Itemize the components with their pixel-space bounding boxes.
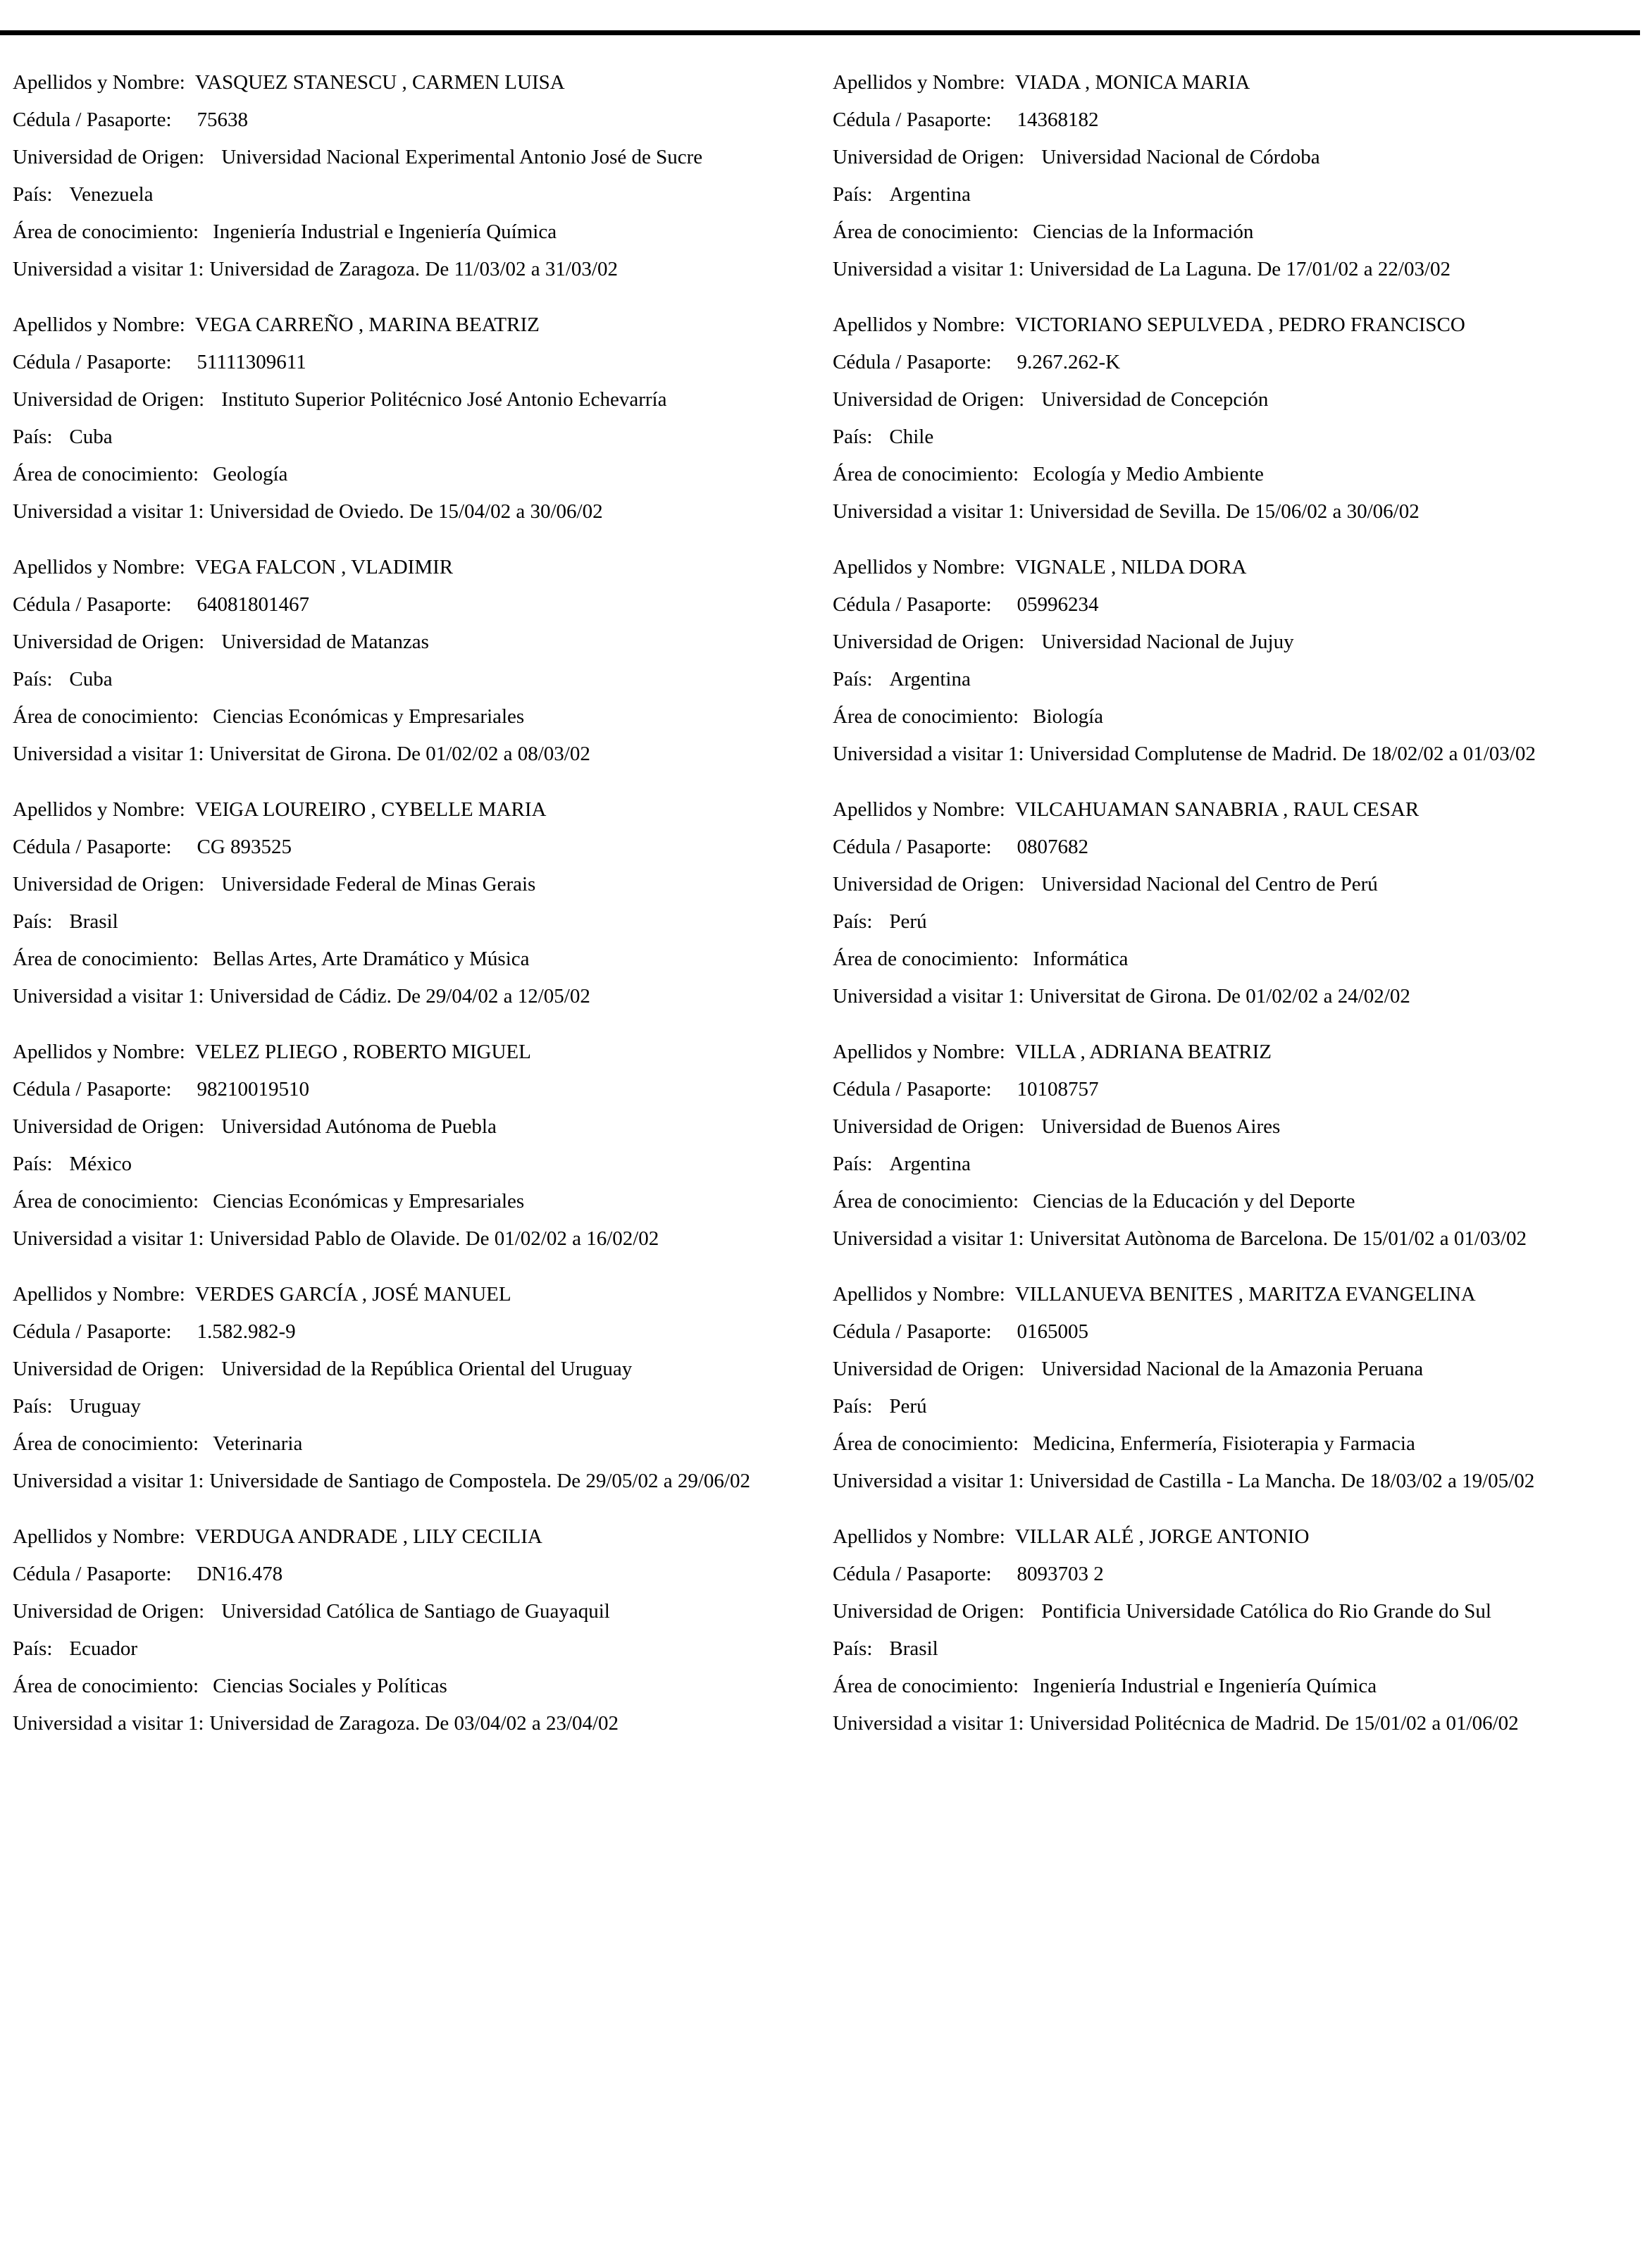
cedula-value: 0165005: [1017, 1320, 1089, 1343]
nombre-value: VEGA CARREÑO , MARINA BEATRIZ: [194, 314, 540, 336]
origen-label: Universidad de Origen:: [13, 1115, 205, 1138]
cedula-label: Cédula / Pasaporte:: [13, 351, 172, 373]
cedula-line: [833, 1562, 1643, 1586]
cedula-label: Cédula / Pasaporte:: [833, 593, 992, 616]
area-value: Ciencias de la Información: [1033, 221, 1254, 243]
area-label: Área de conocimiento:: [833, 1432, 1019, 1455]
area-label: Área de conocimiento:: [13, 221, 199, 243]
visita-value: Universidad de Cádiz. De 29/04/02 a 12/05/02: [209, 985, 590, 1008]
origen-line: [833, 1115, 1643, 1139]
nombre-line: [13, 1040, 809, 1064]
visita-line: [13, 1469, 809, 1493]
area-value: Medicina, Enfermería, Fisioterapia y Farmacia: [1033, 1432, 1415, 1455]
origen-value: Universidad de Concepción: [1041, 388, 1269, 411]
visita-label: Universidad a visitar 1:: [833, 1227, 1024, 1250]
pais-label: País:: [833, 910, 873, 933]
cedula-label: Cédula / Pasaporte:: [13, 593, 172, 616]
pais-line: [833, 1394, 1643, 1418]
area-label: Área de conocimiento:: [13, 948, 199, 970]
pais-value: Uruguay: [69, 1395, 141, 1418]
area-line: [13, 1189, 809, 1213]
pais-line: [13, 667, 809, 691]
cedula-value: 64081801467: [197, 593, 310, 616]
scholar-record: [833, 1525, 1643, 1735]
area-line: [833, 1189, 1643, 1213]
nombre-line: [833, 798, 1643, 822]
area-line: [13, 1432, 809, 1456]
visita-line: [13, 257, 809, 281]
pais-label: País:: [833, 1637, 873, 1660]
cedula-label: Cédula / Pasaporte:: [833, 1078, 992, 1101]
visita-label: Universidad a visitar 1:: [13, 500, 204, 523]
pais-value: Argentina: [889, 183, 971, 206]
area-label: Área de conocimiento:: [833, 221, 1019, 243]
cedula-value: 1.582.982-9: [197, 1320, 296, 1343]
visita-label: Universidad a visitar 1:: [833, 985, 1024, 1008]
visita-value: Universitat de Girona. De 01/02/02 a 24/02/02: [1029, 985, 1410, 1008]
area-line: [833, 220, 1643, 244]
cedula-value: 14368182: [1017, 109, 1099, 131]
cedula-value: 10108757: [1017, 1078, 1099, 1101]
scholar-record: [13, 1282, 809, 1493]
cedula-label: Cédula / Pasaporte:: [833, 109, 992, 131]
scholar-record: [13, 313, 809, 523]
nombre-label: Apellidos y Nombre:: [13, 71, 185, 94]
origen-value: Universidad Autónoma de Puebla: [221, 1115, 497, 1138]
origen-label: Universidad de Origen:: [833, 388, 1025, 411]
nombre-line: [833, 1525, 1643, 1549]
visita-value: Universidad de Sevilla. De 15/06/02 a 30/06/02: [1029, 500, 1420, 523]
scholar-record: [13, 1040, 809, 1251]
cedula-value: 51111309611: [197, 351, 306, 373]
pais-value: Chile: [889, 426, 934, 448]
area-value: Biología: [1033, 705, 1104, 728]
origen-line: [833, 1599, 1643, 1623]
origen-label: Universidad de Origen:: [833, 1115, 1025, 1138]
area-label: Área de conocimiento:: [13, 1675, 199, 1697]
area-label: Área de conocimiento:: [833, 948, 1019, 970]
pais-value: Argentina: [889, 668, 971, 690]
pais-line: [833, 1637, 1643, 1661]
visita-label: Universidad a visitar 1:: [13, 743, 204, 765]
cedula-value: 8093703 2: [1017, 1563, 1104, 1585]
visita-label: Universidad a visitar 1:: [833, 743, 1024, 765]
visita-line: [13, 500, 809, 523]
nombre-value: VERDES GARCÍA , JOSÉ MANUEL: [194, 1283, 511, 1306]
nombre-line: [833, 555, 1643, 579]
cedula-value: 05996234: [1017, 593, 1099, 616]
pais-value: Brasil: [69, 910, 118, 933]
pais-label: País:: [13, 910, 53, 933]
area-label: Área de conocimiento:: [833, 1190, 1019, 1213]
origen-value: Universidad de Buenos Aires: [1041, 1115, 1281, 1138]
nombre-label: Apellidos y Nombre:: [13, 1525, 185, 1548]
area-label: Área de conocimiento:: [13, 1432, 199, 1455]
cedula-line: [833, 835, 1643, 859]
pais-line: [833, 1152, 1643, 1176]
cedula-label: Cédula / Pasaporte:: [833, 1563, 992, 1585]
origen-value: Instituto Superior Politécnico José Antonio Echevarría: [221, 388, 667, 411]
origen-label: Universidad de Origen:: [833, 1358, 1025, 1380]
nombre-line: [833, 1040, 1643, 1064]
nombre-label: Apellidos y Nombre:: [13, 798, 185, 821]
nombre-line: [13, 1525, 809, 1549]
pais-label: País:: [833, 1153, 873, 1175]
cedula-line: [13, 835, 809, 859]
nombre-label: Apellidos y Nombre:: [833, 314, 1005, 336]
cedula-line: [13, 108, 809, 132]
cedula-line: [13, 1320, 809, 1344]
area-label: Área de conocimiento:: [833, 1675, 1019, 1697]
origen-label: Universidad de Origen:: [833, 631, 1025, 653]
area-value: Ecología y Medio Ambiente: [1033, 463, 1264, 485]
pais-line: [13, 425, 809, 449]
cedula-label: Cédula / Pasaporte:: [13, 1078, 172, 1101]
visita-line: [833, 257, 1643, 281]
nombre-value: VILLANUEVA BENITES , MARITZA EVANGELINA: [1014, 1283, 1476, 1306]
origen-value: Universidad de la República Oriental del Uruguay: [221, 1358, 633, 1380]
visita-value: Universidade de Santiago de Compostela. De 29/05/02 a 29/06/02: [209, 1470, 750, 1492]
pais-label: País:: [833, 1395, 873, 1418]
cedula-line: [833, 1077, 1643, 1101]
scholar-record: [833, 70, 1643, 281]
origen-line: [13, 872, 809, 896]
top-rule: [0, 30, 1640, 35]
cedula-value: 98210019510: [197, 1078, 310, 1101]
nombre-value: VILCAHUAMAN SANABRIA , RAUL CESAR: [1014, 798, 1420, 821]
area-line: [13, 462, 809, 486]
visita-value: Universitat Autònoma de Barcelona. De 15/01/02 a 01/03/02: [1029, 1227, 1527, 1250]
nombre-line: [13, 1282, 809, 1306]
nombre-line: [833, 313, 1643, 337]
pais-line: [833, 182, 1643, 206]
pais-line: [13, 1637, 809, 1661]
scholar-record: [833, 798, 1643, 1008]
cedula-label: Cédula / Pasaporte:: [13, 1563, 172, 1585]
origen-value: Universidad de Matanzas: [221, 631, 429, 653]
pais-value: Cuba: [69, 668, 113, 690]
nombre-value: VILLAR ALÉ , JORGE ANTONIO: [1014, 1525, 1310, 1548]
pais-line: [833, 425, 1643, 449]
visita-line: [13, 984, 809, 1008]
pais-label: País:: [833, 668, 873, 690]
origen-line: [833, 145, 1643, 169]
area-value: Ingeniería Industrial e Ingeniería Química: [1033, 1675, 1377, 1697]
origen-label: Universidad de Origen:: [13, 146, 205, 168]
area-label: Área de conocimiento:: [13, 1190, 199, 1213]
visita-label: Universidad a visitar 1:: [13, 1712, 204, 1735]
nombre-label: Apellidos y Nombre:: [13, 314, 185, 336]
origen-line: [13, 630, 809, 654]
pais-label: País:: [13, 668, 53, 690]
cedula-label: Cédula / Pasaporte:: [13, 836, 172, 858]
area-line: [833, 462, 1643, 486]
nombre-label: Apellidos y Nombre:: [833, 556, 1005, 578]
area-line: [13, 947, 809, 971]
visita-label: Universidad a visitar 1:: [13, 1227, 204, 1250]
area-value: Veterinaria: [213, 1432, 303, 1455]
cedula-value: CG 893525: [197, 836, 292, 858]
cedula-line: [13, 593, 809, 616]
pais-label: País:: [833, 183, 873, 206]
nombre-value: VIGNALE , NILDA DORA: [1014, 556, 1247, 578]
pais-line: [13, 182, 809, 206]
pais-value: Brasil: [889, 1637, 938, 1660]
nombre-line: [833, 70, 1643, 94]
visita-value: Universidad de Zaragoza. De 03/04/02 a 23/04/02: [209, 1712, 619, 1735]
pais-line: [13, 1152, 809, 1176]
origen-label: Universidad de Origen:: [13, 873, 205, 895]
cedula-line: [833, 350, 1643, 374]
visita-label: Universidad a visitar 1:: [13, 985, 204, 1008]
pais-line: [13, 1394, 809, 1418]
cedula-value: 0807682: [1017, 836, 1089, 858]
area-label: Área de conocimiento:: [13, 463, 199, 485]
nombre-label: Apellidos y Nombre:: [833, 1283, 1005, 1306]
cedula-label: Cédula / Pasaporte:: [13, 109, 172, 131]
nombre-label: Apellidos y Nombre:: [13, 1283, 185, 1306]
scholar-record: [833, 1040, 1643, 1251]
origen-value: Universidad Nacional de Jujuy: [1041, 631, 1294, 653]
pais-value: Argentina: [889, 1153, 971, 1175]
nombre-label: Apellidos y Nombre:: [833, 1041, 1005, 1063]
cedula-value: 75638: [197, 109, 249, 131]
visita-line: [833, 500, 1643, 523]
origen-line: [833, 1357, 1643, 1381]
area-label: Área de conocimiento:: [833, 463, 1019, 485]
scholar-record: [833, 313, 1643, 523]
nombre-value: VICTORIANO SEPULVEDA , PEDRO FRANCISCO: [1014, 314, 1465, 336]
cedula-value: 9.267.262-K: [1017, 351, 1121, 373]
cedula-line: [833, 1320, 1643, 1344]
origen-value: Universidad Nacional de Córdoba: [1041, 146, 1320, 168]
nombre-value: VILLA , ADRIANA BEATRIZ: [1014, 1041, 1272, 1063]
area-line: [13, 705, 809, 729]
origen-line: [13, 145, 809, 169]
left-column: [13, 70, 809, 1767]
nombre-line: [13, 313, 809, 337]
nombre-line: [13, 555, 809, 579]
visita-value: Universidad Pablo de Olavide. De 01/02/02 a 16/02/02: [209, 1227, 659, 1250]
nombre-label: Apellidos y Nombre:: [833, 1525, 1005, 1548]
scholar-record: [13, 1525, 809, 1735]
cedula-label: Cédula / Pasaporte:: [13, 1320, 172, 1343]
visita-line: [13, 742, 809, 766]
area-value: Ciencias Económicas y Empresariales: [213, 705, 525, 728]
nombre-label: Apellidos y Nombre:: [13, 556, 185, 578]
area-value: Geología: [213, 463, 288, 485]
origen-label: Universidad de Origen:: [833, 1600, 1025, 1623]
pais-value: Perú: [889, 1395, 927, 1418]
cedula-line: [13, 1562, 809, 1586]
scholar-record: [13, 798, 809, 1008]
origen-value: Universidad Católica de Santiago de Guayaquil: [221, 1600, 610, 1623]
nombre-value: VIADA , MONICA MARIA: [1014, 71, 1250, 94]
area-value: Ciencias Económicas y Empresariales: [213, 1190, 525, 1213]
area-line: [13, 1674, 809, 1698]
nombre-value: VASQUEZ STANESCU , CARMEN LUISA: [194, 71, 565, 94]
pais-value: Ecuador: [69, 1637, 138, 1660]
area-value: Ciencias Sociales y Políticas: [213, 1675, 447, 1697]
area-line: [833, 947, 1643, 971]
visita-label: Universidad a visitar 1:: [13, 258, 204, 280]
origen-value: Universidade Federal de Minas Gerais: [221, 873, 536, 895]
area-value: Informática: [1033, 948, 1129, 970]
pais-label: País:: [13, 1395, 53, 1418]
nombre-line: [833, 1282, 1643, 1306]
nombre-value: VEIGA LOUREIRO , CYBELLE MARIA: [194, 798, 547, 821]
nombre-label: Apellidos y Nombre:: [833, 71, 1005, 94]
cedula-label: Cédula / Pasaporte:: [833, 351, 992, 373]
origen-line: [833, 872, 1643, 896]
area-label: Área de conocimiento:: [13, 705, 199, 728]
nombre-value: VEGA FALCON , VLADIMIR: [194, 556, 454, 578]
pais-label: País:: [833, 426, 873, 448]
scholar-record: [833, 1282, 1643, 1493]
cedula-value: DN16.478: [197, 1563, 283, 1585]
origen-label: Universidad de Origen:: [13, 1358, 205, 1380]
area-line: [833, 1674, 1643, 1698]
origen-label: Universidad de Origen:: [13, 1600, 205, 1623]
pais-label: País:: [13, 183, 53, 206]
cedula-line: [833, 593, 1643, 616]
origen-label: Universidad de Origen:: [833, 873, 1025, 895]
pais-line: [833, 667, 1643, 691]
pais-value: Perú: [889, 910, 927, 933]
nombre-line: [13, 70, 809, 94]
origen-value: Universidad Nacional del Centro de Perú: [1041, 873, 1378, 895]
visita-value: Universidad de Zaragoza. De 11/03/02 a 31/03/02: [209, 258, 618, 280]
nombre-label: Apellidos y Nombre:: [833, 798, 1005, 821]
pais-line: [13, 910, 809, 934]
pais-label: País:: [13, 1153, 53, 1175]
visita-line: [833, 984, 1643, 1008]
pais-line: [833, 910, 1643, 934]
area-value: Ciencias de la Educación y del Deporte: [1033, 1190, 1355, 1213]
visita-value: Universitat de Girona. De 01/02/02 a 08/03/02: [209, 743, 590, 765]
visita-line: [13, 1227, 809, 1251]
visita-line: [833, 742, 1643, 766]
cedula-line: [13, 1077, 809, 1101]
origen-label: Universidad de Origen:: [13, 631, 205, 653]
pais-label: País:: [13, 426, 53, 448]
origen-line: [833, 630, 1643, 654]
pais-value: México: [69, 1153, 132, 1175]
right-column: [833, 70, 1643, 1767]
visita-line: [13, 1711, 809, 1735]
origen-label: Universidad de Origen:: [833, 146, 1025, 168]
visita-label: Universidad a visitar 1:: [833, 258, 1024, 280]
area-value: Ingeniería Industrial e Ingeniería Química: [213, 221, 557, 243]
cedula-label: Cédula / Pasaporte:: [833, 1320, 992, 1343]
visita-label: Universidad a visitar 1:: [833, 500, 1024, 523]
nombre-value: VERDUGA ANDRADE , LILY CECILIA: [194, 1525, 542, 1548]
nombre-value: VELEZ PLIEGO , ROBERTO MIGUEL: [194, 1041, 531, 1063]
origen-line: [13, 1115, 809, 1139]
nombre-line: [13, 798, 809, 822]
pais-label: País:: [13, 1637, 53, 1660]
visita-label: Universidad a visitar 1:: [833, 1470, 1024, 1492]
area-line: [833, 705, 1643, 729]
area-line: [833, 1432, 1643, 1456]
area-value: Bellas Artes, Arte Dramático y Música: [213, 948, 530, 970]
nombre-label: Apellidos y Nombre:: [13, 1041, 185, 1063]
cedula-line: [13, 350, 809, 374]
pais-value: Venezuela: [69, 183, 154, 206]
origen-line: [833, 388, 1643, 411]
visita-value: Universidad Politécnica de Madrid. De 15/01/02 a 01/06/02: [1029, 1712, 1519, 1735]
origen-label: Universidad de Origen:: [13, 388, 205, 411]
origen-line: [13, 388, 809, 411]
cedula-label: Cédula / Pasaporte:: [833, 836, 992, 858]
area-line: [13, 220, 809, 244]
origen-line: [13, 1599, 809, 1623]
visita-line: [833, 1227, 1643, 1251]
visita-value: Universidad de Oviedo. De 15/04/02 a 30/06/02: [209, 500, 603, 523]
scholar-record: [13, 555, 809, 766]
area-label: Área de conocimiento:: [833, 705, 1019, 728]
scholar-record: [13, 70, 809, 281]
visita-value: Universidad de Castilla - La Mancha. De 18/03/02 a 19/05/02: [1029, 1470, 1535, 1492]
origen-value: Pontificia Universidade Católica do Rio Grande do Sul: [1041, 1600, 1491, 1623]
visita-line: [833, 1469, 1643, 1493]
visita-value: Universidad Complutense de Madrid. De 18/02/02 a 01/03/02: [1029, 743, 1536, 765]
cedula-line: [833, 108, 1643, 132]
pais-value: Cuba: [69, 426, 113, 448]
visita-value: Universidad de La Laguna. De 17/01/02 a 22/03/02: [1029, 258, 1451, 280]
visita-label: Universidad a visitar 1:: [13, 1470, 204, 1492]
origen-value: Universidad Nacional Experimental Antonio José de Sucre: [221, 146, 703, 168]
visita-label: Universidad a visitar 1:: [833, 1712, 1024, 1735]
origen-line: [13, 1357, 809, 1381]
visita-line: [833, 1711, 1643, 1735]
origen-value: Universidad Nacional de la Amazonia Peruana: [1041, 1358, 1424, 1380]
scholar-record: [833, 555, 1643, 766]
